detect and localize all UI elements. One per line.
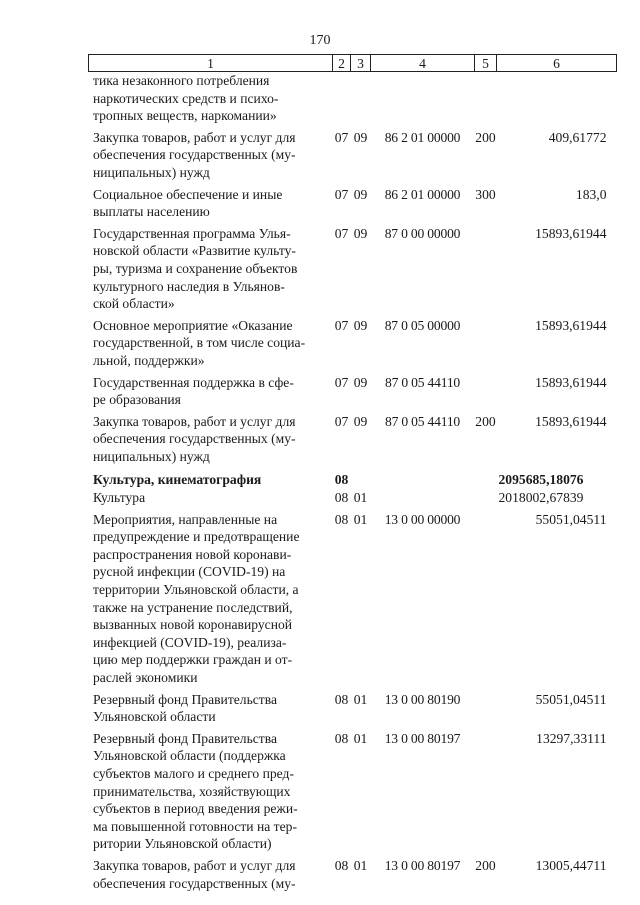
row-section-code-cell: 08	[334, 730, 349, 746]
table-body	[89, 72, 617, 893]
row-name-cell	[89, 125, 333, 182]
row-section-code-cell: 07	[334, 317, 349, 333]
row-name-line: распространения новой коронави-	[93, 546, 292, 562]
row-amount-cell: 15893,61944	[535, 413, 607, 429]
row-amount-cell: 2018002,67839	[498, 490, 584, 506]
row-amount-cell: 15893,61944	[535, 374, 607, 390]
row-expense-type-code-cell: 200	[475, 857, 496, 873]
table-row	[89, 853, 617, 892]
row-name-line: тика незаконного потребления	[93, 73, 270, 88]
table-row	[89, 125, 617, 182]
row-name-cell	[89, 507, 333, 687]
row-name-line: цию мер поддержки граждан и от-	[93, 652, 293, 668]
row-subsection-code-cell: 01	[353, 691, 368, 707]
row-name-line: обеспечения государственных (му-	[93, 431, 296, 447]
row-section-code-cell: 08	[334, 490, 349, 506]
row-name-line: Закупка товаров, работ и услуг для	[93, 413, 296, 429]
row-target-article-code-cell	[371, 465, 475, 489]
row-amount-cell: 15893,61944	[535, 225, 607, 241]
row-name-line: Культура, кинематография	[93, 472, 262, 488]
row-name-line: предупреждение и предотвращение	[93, 529, 300, 545]
row-section-code-cell: 08	[334, 691, 349, 707]
row-name-line: Закупка товаров, работ и услуг для	[93, 857, 296, 873]
row-target-article-code-cell: 87 0 05 44110	[384, 413, 461, 429]
row-target-article-code-cell	[371, 489, 475, 507]
row-name-line: Ульяновской области (поддержка	[93, 748, 286, 764]
table-row	[89, 221, 617, 313]
row-expense-type-code-cell	[475, 726, 497, 853]
row-section-code-cell: 07	[334, 225, 349, 241]
row-expense-type-code-cell: 200	[475, 129, 496, 145]
row-name-cell	[89, 853, 333, 892]
row-subsection-code-cell: 01	[353, 490, 368, 506]
row-subsection-code-cell: 01	[353, 511, 368, 527]
row-name-line: культурного наследия в Ульянов-	[93, 278, 285, 294]
row-expense-type-code-cell: 300	[475, 186, 496, 202]
table-row	[89, 72, 617, 125]
row-target-article-code-cell: 86 2 01 00000	[384, 129, 461, 145]
table-row	[89, 465, 617, 489]
row-name-line: новской области «Развитие культу-	[93, 243, 296, 259]
row-name-line: обеспечения государственных (му-	[93, 875, 296, 891]
row-expense-type-code-cell	[475, 72, 497, 125]
row-name-line: субъектов в период введения режи-	[93, 801, 298, 817]
row-name-line: субъектов малого и среднего пред-	[93, 765, 294, 781]
table-row	[89, 507, 617, 687]
row-name-cell	[89, 182, 333, 221]
row-target-article-code-cell	[371, 72, 475, 125]
row-name-line: принимательства, хозяйствующих	[93, 783, 291, 799]
row-name-line: вызванных новой коронавирусной	[93, 617, 293, 633]
row-name-line: наркотических средств и психо-	[93, 90, 279, 106]
row-name-line: тропных веществ, наркомании»	[93, 108, 277, 124]
row-expense-type-code-cell	[475, 507, 497, 687]
row-name-line: раслей экономики	[93, 670, 198, 685]
row-section-code-cell: 07	[334, 186, 349, 202]
table-row	[89, 313, 617, 370]
row-section-code-cell: 08	[334, 511, 349, 527]
row-amount-cell	[497, 72, 617, 125]
row-name-line: Государственная поддержка в сфе-	[93, 374, 294, 390]
row-subsection-code-cell: 09	[353, 317, 368, 333]
table-row	[89, 489, 617, 507]
row-amount-cell: 13005,44711	[535, 857, 607, 873]
column-header-6: 6	[497, 55, 617, 72]
row-name-line: русной инфекции (COVID-19) на	[93, 564, 286, 580]
row-amount-cell: 55051,04511	[535, 511, 607, 527]
row-expense-type-code-cell	[475, 687, 497, 726]
row-name-line: Закупка товаров, работ и услуг для	[93, 129, 296, 145]
row-section-code-cell: 08	[334, 472, 349, 488]
row-amount-cell: 15893,61944	[535, 317, 607, 333]
row-subsection-code-cell: 09	[353, 225, 368, 241]
row-amount-cell: 183,0	[575, 186, 607, 202]
row-target-article-code-cell: 87 0 05 44110	[384, 374, 461, 390]
row-name-line: Основное мероприятие «Оказание	[93, 317, 293, 333]
row-name-line: Мероприятия, направленные на	[93, 511, 278, 527]
row-name-line: также на устранение последствий,	[93, 599, 293, 615]
row-section-code-cell: 07	[334, 129, 349, 145]
row-subsection-code-cell	[351, 72, 371, 125]
table-row	[89, 726, 617, 853]
row-amount-cell: 2095685,18076	[498, 472, 584, 488]
row-name-line: территории Ульяновской области, а	[93, 582, 299, 598]
row-name-cell	[89, 687, 333, 726]
row-target-article-code-cell: 87 0 00 00000	[384, 225, 461, 241]
row-name-line: Резервный фонд Правительства	[93, 691, 278, 707]
row-name-cell	[89, 409, 333, 466]
column-header-3: 3	[351, 55, 371, 72]
row-expense-type-code-cell: 200	[475, 413, 496, 429]
row-target-article-code-cell: 13 0 00 00000	[384, 511, 461, 527]
row-subsection-code-cell: 01	[353, 730, 368, 746]
row-name-cell	[89, 370, 333, 409]
row-section-code-cell: 07	[334, 374, 349, 390]
row-name-cell	[89, 313, 333, 370]
row-name-cell	[89, 489, 333, 507]
row-amount-cell: 55051,04511	[535, 691, 607, 707]
row-target-article-code-cell: 13 0 00 80197	[384, 857, 461, 873]
row-name-line: Государственная программа Улья-	[93, 225, 291, 241]
row-name-line: обеспечения государственных (му-	[93, 147, 296, 163]
row-name-line: ры, туризма и сохранение объектов	[93, 260, 298, 276]
row-name-line: ма повышенной готовности на тер-	[93, 818, 297, 834]
row-name-line: инфекцией (COVID-19), реализа-	[93, 634, 287, 650]
row-name-line: льной, поддержки»	[93, 352, 205, 368]
row-section-code-cell: 07	[334, 413, 349, 429]
budget-table	[88, 54, 617, 892]
row-amount-cell: 13297,33111	[536, 730, 607, 746]
row-subsection-code-cell: 09	[353, 413, 368, 429]
row-name-line: Социальное обеспечение и иные	[93, 186, 283, 202]
row-name-line: ниципальных) нужд	[93, 448, 210, 464]
row-name-line: ниципальных) нужд	[93, 164, 210, 180]
row-expense-type-code-cell	[475, 221, 497, 313]
table-header-row	[89, 55, 617, 72]
column-header-5: 5	[475, 55, 497, 72]
row-section-code-cell	[333, 72, 351, 125]
row-subsection-code-cell: 09	[353, 129, 368, 145]
row-name-cell	[89, 221, 333, 313]
row-target-article-code-cell: 87 0 05 00000	[384, 317, 461, 333]
column-header-2: 2	[333, 55, 351, 72]
row-name-line: ре образования	[93, 392, 181, 408]
row-section-code-cell: 08	[334, 857, 349, 873]
row-name-cell	[89, 726, 333, 853]
row-name-line: Резервный фонд Правительства	[93, 730, 278, 746]
row-target-article-code-cell: 86 2 01 00000	[384, 186, 461, 202]
row-amount-cell: 409,61772	[548, 129, 607, 145]
row-name-line: ской области»	[93, 296, 175, 312]
page-number: 170	[309, 33, 331, 48]
row-name-line: Культура	[93, 490, 146, 506]
row-name-cell	[89, 465, 333, 489]
row-name-line: Ульяновской области	[93, 709, 216, 725]
row-subsection-code-cell: 09	[353, 374, 368, 390]
row-expense-type-code-cell	[475, 313, 497, 370]
column-header-4: 4	[371, 55, 475, 72]
row-subsection-code-cell: 01	[353, 857, 368, 873]
row-name-cell	[89, 72, 333, 125]
table-row	[89, 182, 617, 221]
table-row	[89, 409, 617, 466]
row-target-article-code-cell: 13 0 00 80190	[384, 691, 461, 707]
row-name-line: ритории Ульяновской области)	[93, 836, 272, 852]
table-row	[89, 370, 617, 409]
row-expense-type-code-cell	[475, 465, 497, 489]
row-target-article-code-cell: 13 0 00 80197	[384, 730, 461, 746]
row-name-line: государственной, в том числе социа-	[93, 335, 306, 351]
row-expense-type-code-cell	[475, 370, 497, 409]
row-expense-type-code-cell	[475, 489, 497, 507]
column-header-1: 1	[89, 55, 333, 72]
table-row	[89, 687, 617, 726]
row-name-line: выплаты населению	[93, 204, 210, 220]
row-subsection-code-cell	[351, 465, 371, 489]
row-subsection-code-cell: 09	[353, 186, 368, 202]
